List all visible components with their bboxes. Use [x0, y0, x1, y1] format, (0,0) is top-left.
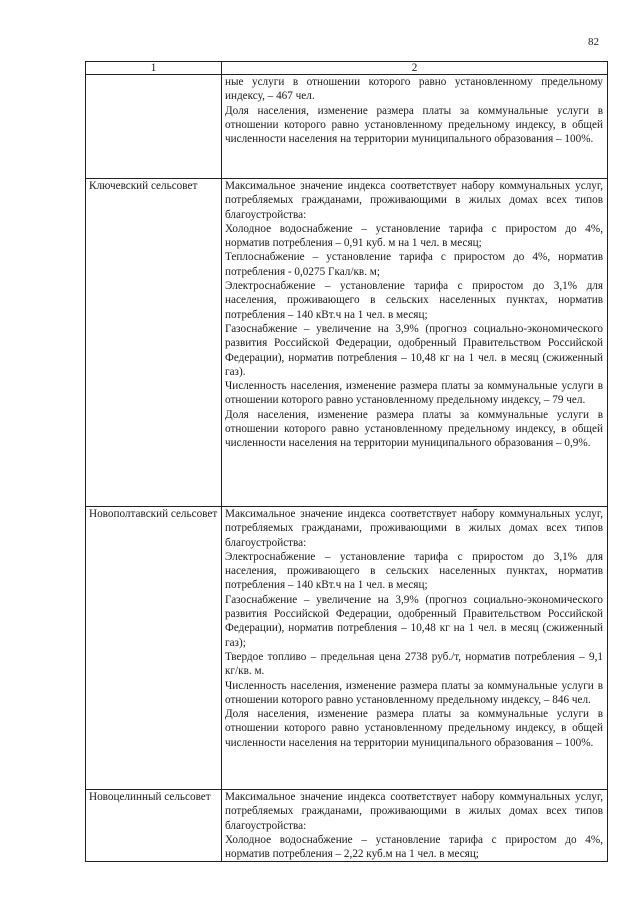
column-header-2: 2	[222, 62, 608, 75]
column-header-1: 1	[86, 62, 222, 75]
municipality-cell	[86, 75, 222, 179]
description-paragraph: ные услуги в отношении которого равно установленному предельному индексу, – 467 чел.	[225, 76, 603, 103]
description-cell	[222, 507, 608, 790]
description-paragraph: Холодное водоснабжение – установление тарифа с приростом до 4%, норматив потребления – 0,91 куб. м на 1 чел. в месяц;	[225, 222, 603, 250]
description-cell	[222, 75, 608, 179]
description-paragraph: Доля населения, изменение размера платы за коммунальные услуги в отношении которого равно установленному предельному индексу, в общей численности населения на территории муниципального образования – 0,9%.	[225, 408, 603, 450]
municipality-cell	[86, 179, 222, 507]
municipality-name: Новоцелинный сельсовет	[89, 791, 211, 803]
description-cell	[222, 179, 608, 507]
description-paragraph: Газоснабжение – увеличение на 3,9% (прогноз социально-экономического развития Российской Федерации, одобренный Правительством Российской Федерации), норматив потребления – 10,48 кг на 1 чел. в месяц (сжиженный газ).	[225, 322, 603, 378]
description-paragraph: Численность населения, изменение размера платы за коммунальные услуги в отношении которого равно установленному предельному индексу, – 846 чел.	[225, 679, 603, 706]
table-row	[86, 179, 608, 507]
municipality-cell	[86, 507, 222, 790]
description-paragraph: Твердое топливо – предельная цена 2738 руб./т, норматив потребления – 9,1 кг/кв. м.	[225, 650, 603, 678]
table-row	[86, 75, 608, 179]
tariff-table	[85, 61, 608, 862]
description-paragraph: Электроснабжение – установление тарифа с приростом до 3,1% для населения, проживающего в сельских населенных пунктах, норматив потребления – 140 кВт.ч на 1 чел. в месяц;	[225, 550, 603, 592]
description-paragraph: Доля населения, изменение размера платы за коммунальные услуги в отношении которого равно установленному предельному индексу, в общей численности населения на территории муниципального образования – 100%.	[225, 104, 603, 146]
description-paragraph: Максимальное значение индекса соответствует набору коммунальных услуг, потребляемых гражданами, проживающими в жилых домах всех типов благоустройства:	[225, 791, 603, 832]
description-paragraph: Максимальное значение индекса соответствует набору коммунальных услуг, потребляемых гражданами, проживающими в жилых домах всех типов благоустройства:	[225, 508, 603, 549]
description-cell	[222, 790, 608, 862]
municipality-name: Новополтавский сельсовет	[89, 508, 218, 520]
description-paragraph: Газоснабжение – увеличение на 3,9% (прогноз социально-экономического развития Российской Федерации, одобренный Правительством Российской Федерации), норматив потребления – 10,48 кг на 1 чел. в месяц (сжиженный газ);	[225, 593, 603, 649]
description-paragraph: Численность населения, изменение размера платы за коммунальные услуги в отношении которого равно установленному предельному индексу, – 79 чел.	[225, 380, 603, 407]
table-row	[86, 507, 608, 790]
description-paragraph: Максимальное значение индекса соответствует набору коммунальных услуг, потребляемых гражданами, проживающими в жилых домах всех типов благоустройства:	[225, 180, 603, 221]
description-paragraph: Холодное водоснабжение – установление тарифа с приростом до 4%, норматив потребления – 2,22 куб.м на 1 чел. в месяц;	[225, 833, 603, 861]
municipality-name: Ключевский сельсовет	[89, 180, 198, 192]
description-paragraph: Теплоснабжение – установление тарифа с приростом до 4%, норматив потребления - 0,0275 Гкал/кв. м;	[225, 251, 603, 278]
municipality-cell	[86, 790, 222, 862]
description-paragraph: Доля населения, изменение размера платы за коммунальные услуги в отношении которого равно установленному предельному индексу, в общей численности населения на территории муниципального образования – 100%.	[225, 708, 603, 749]
table-row	[86, 790, 608, 862]
page-number: 82	[588, 36, 599, 48]
description-paragraph: Электроснабжение – установление тарифа с приростом до 3,1% для населения, проживающего в сельских населенных пунктах, норматив потребления – 140 кВт.ч на 1 чел. в месяц;	[225, 280, 603, 321]
table-header-row	[86, 62, 608, 75]
